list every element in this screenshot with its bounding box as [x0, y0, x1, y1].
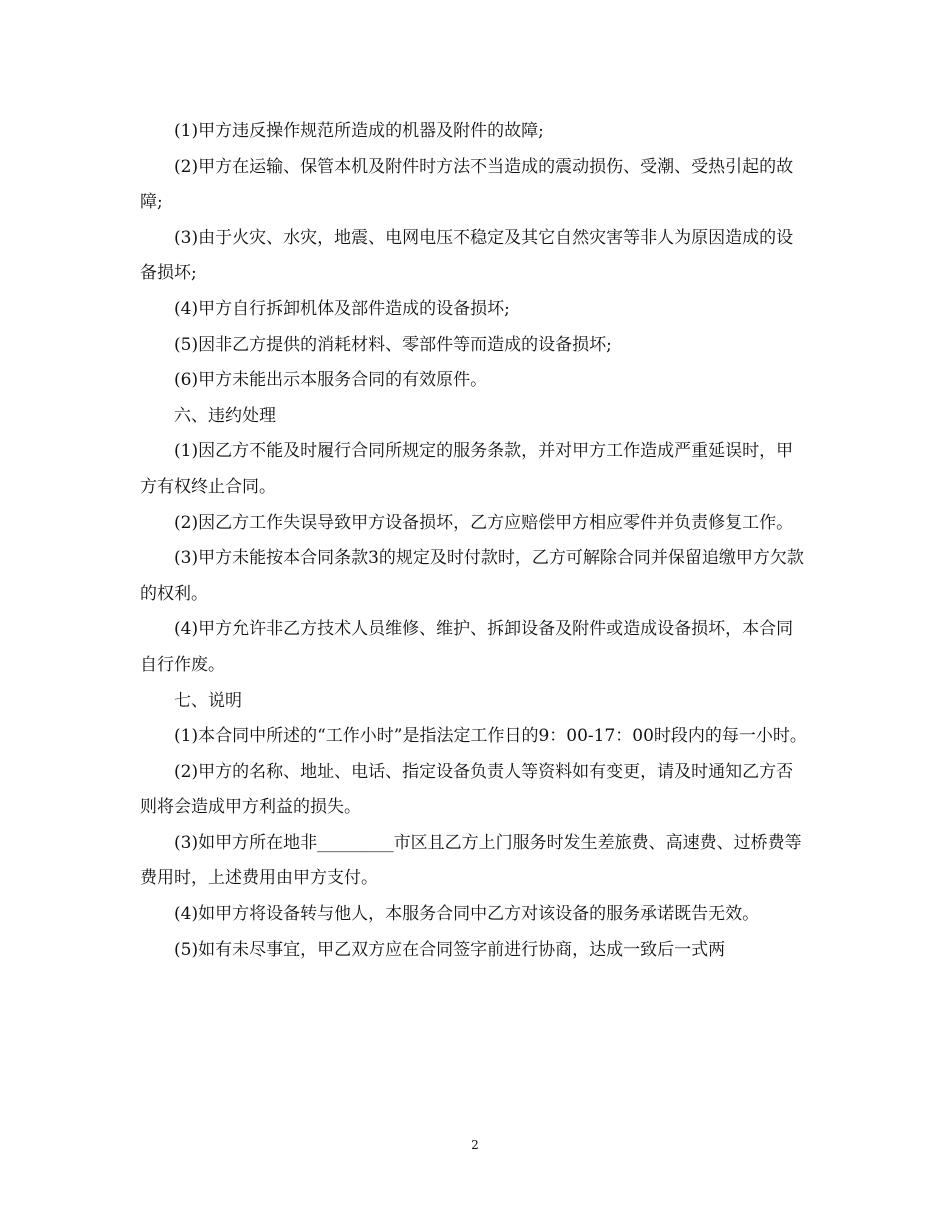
section-heading: 七、说明	[174, 690, 242, 711]
clause-item: (2)甲方在运输、保管本机及附件时方法不当造成的震动损伤、受潮、受热引起的故障;	[140, 156, 794, 213]
clause-item: (3)如甲方所在地非_________市区且乙方上门服务时发生差旅费、高速费、过桥费等费用时，上述费用由甲方支付。	[140, 832, 802, 889]
clause-item: (4)如甲方将设备转与他人，本服务合同中乙方对该设备的服务承诺既告无效。	[174, 904, 760, 925]
clause-item: (1)甲方违反操作规范所造成的机器及附件的故障;	[174, 121, 544, 141]
clause-item: (6)甲方未能出示本服务合同的有效原件。	[174, 370, 488, 391]
document-body	[140, 114, 810, 968]
clause-item: (2)因乙方工作失误导致甲方设备损坏，乙方应赔偿甲方相应零件并负责修复工作。	[174, 512, 794, 533]
clause-item: (1)本合同中所述的“工作小时”是指法定工作日的9：00-17：00时段内的每一小时。	[174, 726, 807, 747]
page-number: 2	[471, 1138, 479, 1152]
clause-item: (1)因乙方不能及时履行合同所规定的服务条款，并对甲方工作造成严重延误时，甲方有权终止合同。	[140, 441, 794, 497]
clause-item: (3)甲方未能按本合同条款3的规定及时付款时，乙方可解除合同并保留追缴甲方欠款的权利。	[140, 548, 804, 604]
clause-item: (5)如有未尽事宜，甲乙双方应在合同签字前进行协商，达成一致后一式两	[174, 939, 726, 960]
section-heading: 六、违约处理	[174, 405, 276, 426]
clause-item: (4)甲方允许非乙方技术人员维修、维护、拆卸设备及附件或造成设备损坏，本合同自行作废。	[140, 619, 794, 675]
clause-item: (3)由于火灾、水灾，地震、电网电压不稳定及其它自然灾害等非人为原因造成的设备损坏;	[140, 227, 794, 284]
clause-item: (4)甲方自行拆卸机体及部件造成的设备损坏;	[174, 298, 510, 319]
clause-item: (5)因非乙方提供的消耗材料、零部件等而造成的设备损坏;	[174, 334, 612, 355]
clause-item: (2)甲方的名称、地址、电话、指定设备负责人等资料如有变更，请及时通知乙方否则将会造成甲方利益的损失。	[140, 761, 794, 818]
